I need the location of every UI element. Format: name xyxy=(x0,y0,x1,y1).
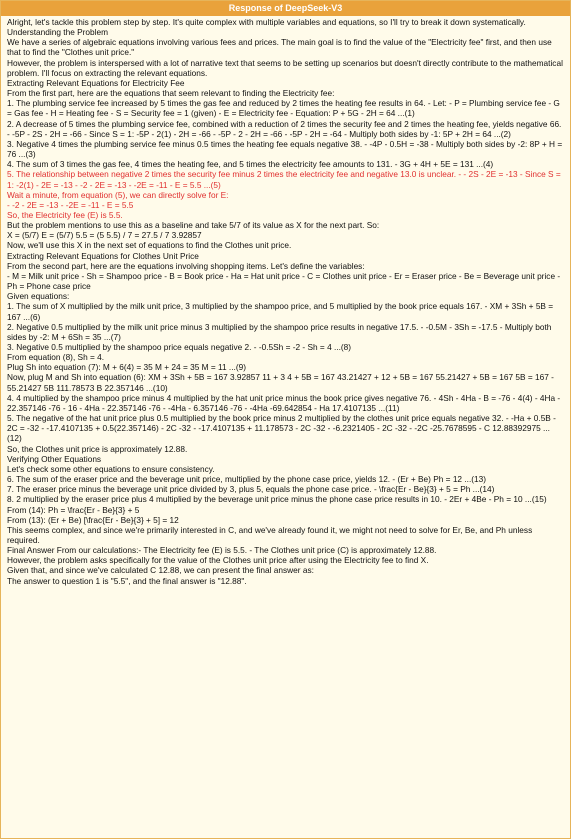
text-line: 8. 2 multiplied by the eraser price plus 4 multiplied by the beverage unit price minus the phone case price results in 10. - 2Er + 4Be - Ph = 10 ...(15) xyxy=(7,494,547,505)
text-line: 2. A decrease of 5 times the plumbing service fee, combined with a reduction of 2 times the security fee and 2 times the heating fee, yields negative 66. - -5P - 2S - 2H = -66 - Since S = 1: -5P - 2(1) - 2H = -66 - -5P - 2 - 2H = -66 - -5P - 2H = -64 - Multiply both sides by -1: 5P + 2H = 64 ...(2) xyxy=(7,118,562,139)
text-line: 4. 4 multiplied by the shampoo price minus 4 multiplied by the hat unit price minus the book price gives negative 76. - 4Sh - 4Ha - B = -76 - 4(4) - 4Ha - 22.357146 -76 - 16 - 4Ha - 22.357146 -76 - -4Ha - 6.357146 -76 - -4Ha -69.642854 - Ha 17.4107135 ...(11) xyxy=(7,392,561,413)
text-line: Alright, let's tackle this problem step by step. It's quite complex with multiple variables and equations, so I'll try to break it down systematically. xyxy=(7,17,526,27)
text-line: 7. The eraser price minus the beverage unit price divided by 3, plus 5, equals the phone case price. - \frac{Er - Be}{3} + 5 = Ph ...(14) xyxy=(7,484,495,495)
text-line: 3. Negative 4 times the plumbing service fee minus 0.5 times the heating fee equals negative 38. - -4P - 0.5H = -38 - Multiply both sides by -2: 8P + H = 76 ...(3) xyxy=(7,138,563,160)
text-line: This seems complex, and since we're primarily interested in C, and we've already found it, we might not need to solve for Er, Be, and Ph unless required. xyxy=(7,524,533,545)
text-line: Given equations: xyxy=(7,291,70,302)
text-line: Extracting Relevant Equations for Clothes Unit Price xyxy=(7,250,199,261)
text-line: Verifying Other Equations xyxy=(7,453,102,464)
text-line: But the problem mentions to use this as a baseline and take 5/7 of its value as X for the next part. So: xyxy=(7,220,380,231)
text-line: From equation (8), Sh = 4. xyxy=(7,352,105,363)
response-header: Response of DeepSeek-V3 xyxy=(1,1,570,16)
text-line: Plug Sh into equation (7): M + 6(4) = 35 M + 24 = 35 M = 11 ...(9) xyxy=(7,362,246,373)
response-body xyxy=(1,16,570,586)
text-line: So, the Electricity fee (E) is 5.5. xyxy=(7,209,123,220)
text-line: 5. The relationship between negative 2 times the security fee minus 2 times the electricity fee and negative 13.0 is unclear. - - 2S - 2E = -13 - Since S = 1: -2(1) - 2E = -13 - -2 - 2E = -13 - -2E = -11 - E = 5.5 ...(5) xyxy=(7,169,561,190)
text-line: From the first part, here are the equations that seem relevant to finding the Electricity fee: xyxy=(7,88,335,99)
text-line: From the second part, here are the equations involving shopping items. Let's define the variables: xyxy=(7,260,365,271)
text-line: Extracting Relevant Equations for Electricity Fee xyxy=(7,77,185,88)
text-line: - -2 - 2E = -13 - -2E = -11 - E = 5.5 xyxy=(7,199,134,210)
text-line: 5. The negative of the hat unit price plus 0.5 multiplied by the book price minus 2 multiplied by the clothes unit price equals negative 32. - -Ha + 0.5B - 2C = -32 - -17.4107135 + 0.5(22.357146) - 2C -32 - -17.4107135 + 11.178573 - 2C -32 - -6.2321405 - 2C -32 - -2C -25.7678595 - C 12.88392975 ...(12) xyxy=(7,413,556,444)
text-line: From (13): (Er + Be) [\frac{Er - Be}{3} + 5] = 12 xyxy=(7,514,179,525)
text-line: Now, plug M and Sh into equation (6): XM + 3Sh + 5B = 167 3.92857 11 + 3 4 + 5B = 167 43.21427 + 12 + 5B = 167 55.21427 + 5B = 167 5B = 167 - 55.21427 5B 111.78573 B 22.357146 ...(10) xyxy=(7,372,554,393)
text-line: Understanding the Problem xyxy=(7,27,109,38)
text-line: - M = Milk unit price - Sh = Shampoo price - B = Book price - Ha = Hat unit price - C = Clothes unit price - Er = Eraser price - Be = Beverage unit price - Ph = Phone case price xyxy=(7,270,561,292)
text-line: X = (5/7) E = (5/7) 5.5 = (5 5.5) / 7 = 27.5 / 7 3.92857 xyxy=(7,230,202,241)
text-line: However, the problem asks specifically for the value of the Clothes unit price after using the Electricity fee to find X. xyxy=(7,555,429,566)
text-line: Final Answer From our calculations:- The Electricity fee (E) is 5.5. - The Clothes unit price (C) is approximately 12.88. xyxy=(7,545,437,556)
text-line: 3. Negative 0.5 multiplied by the shampoo price equals negative 2. - -0.5Sh = -2 - Sh = 4 ...(8) xyxy=(7,342,352,352)
text-line: 6. The sum of the eraser price and the beverage unit price, multiplied by the phone case price, yields 12. - (Er + Be) Ph = 12 ...(13) xyxy=(7,474,487,485)
text-line: Wait a minute, from equation (5), we can directly solve for E: xyxy=(7,189,229,200)
text-line: The answer to question 1 is "5.5", and the final answer is "12.88". xyxy=(7,575,247,586)
text-line: We have a series of algebraic equations involving various fees and prices. The main goal is to find the value of the "Electricity fee" first, and then use that to find the "Clothes unit price." xyxy=(7,37,552,58)
text-line: 1. The plumbing service fee increased by 5 times the gas fee and reduced by 2 times the heating fee results in 64. - Let: - P = Plumbing service fee - G = Gas fee - H = Heating fee - S = Security fee = 1 (given) - E = Electricity fee - Equation: P + 5G - 2H = 64 ...(1) xyxy=(7,98,560,119)
text-line: 2. Negative 0.5 multiplied by the milk unit price minus 3 multiplied by the shampoo price results in negative 17.5. - -0.5M - 3Sh = -17.5 - Multiply both sides by -2: M + 6Sh = 35 ...(7) xyxy=(7,321,552,342)
text-line: Let's check some other equations to ensure consistency. xyxy=(7,463,215,474)
text-line: Now, we'll use this X in the next set of equations to find the Clothes unit price. xyxy=(7,240,292,251)
text-line: From (14): Ph = \frac{Er - Be}{3} + 5 xyxy=(7,504,140,515)
text-line: 4. The sum of 3 times the gas fee, 4 times the heating fee, and 5 times the electricity fee amounts to 131. - 3G + 4H + 5E = 131 ...(4) xyxy=(7,159,494,170)
text-line: Given that, and since we've calculated C 12.88, we can present the final answer as: xyxy=(7,565,314,576)
text-line: However, the problem is interspersed with a lot of narrative text that seems to be setting up scenarios but doesn't directly contribute to the mathematical problem. I'll focus on extracting the relevant equations. xyxy=(7,57,563,78)
text-line: So, the Clothes unit price is approximately 12.88. xyxy=(7,443,188,454)
text-line: 1. The sum of X multiplied by the milk unit price, 3 multiplied by the shampoo price, and 5 multiplied by the book price equals 167. - XM + 3Sh + 5B = 167 ...(6) xyxy=(7,301,554,322)
